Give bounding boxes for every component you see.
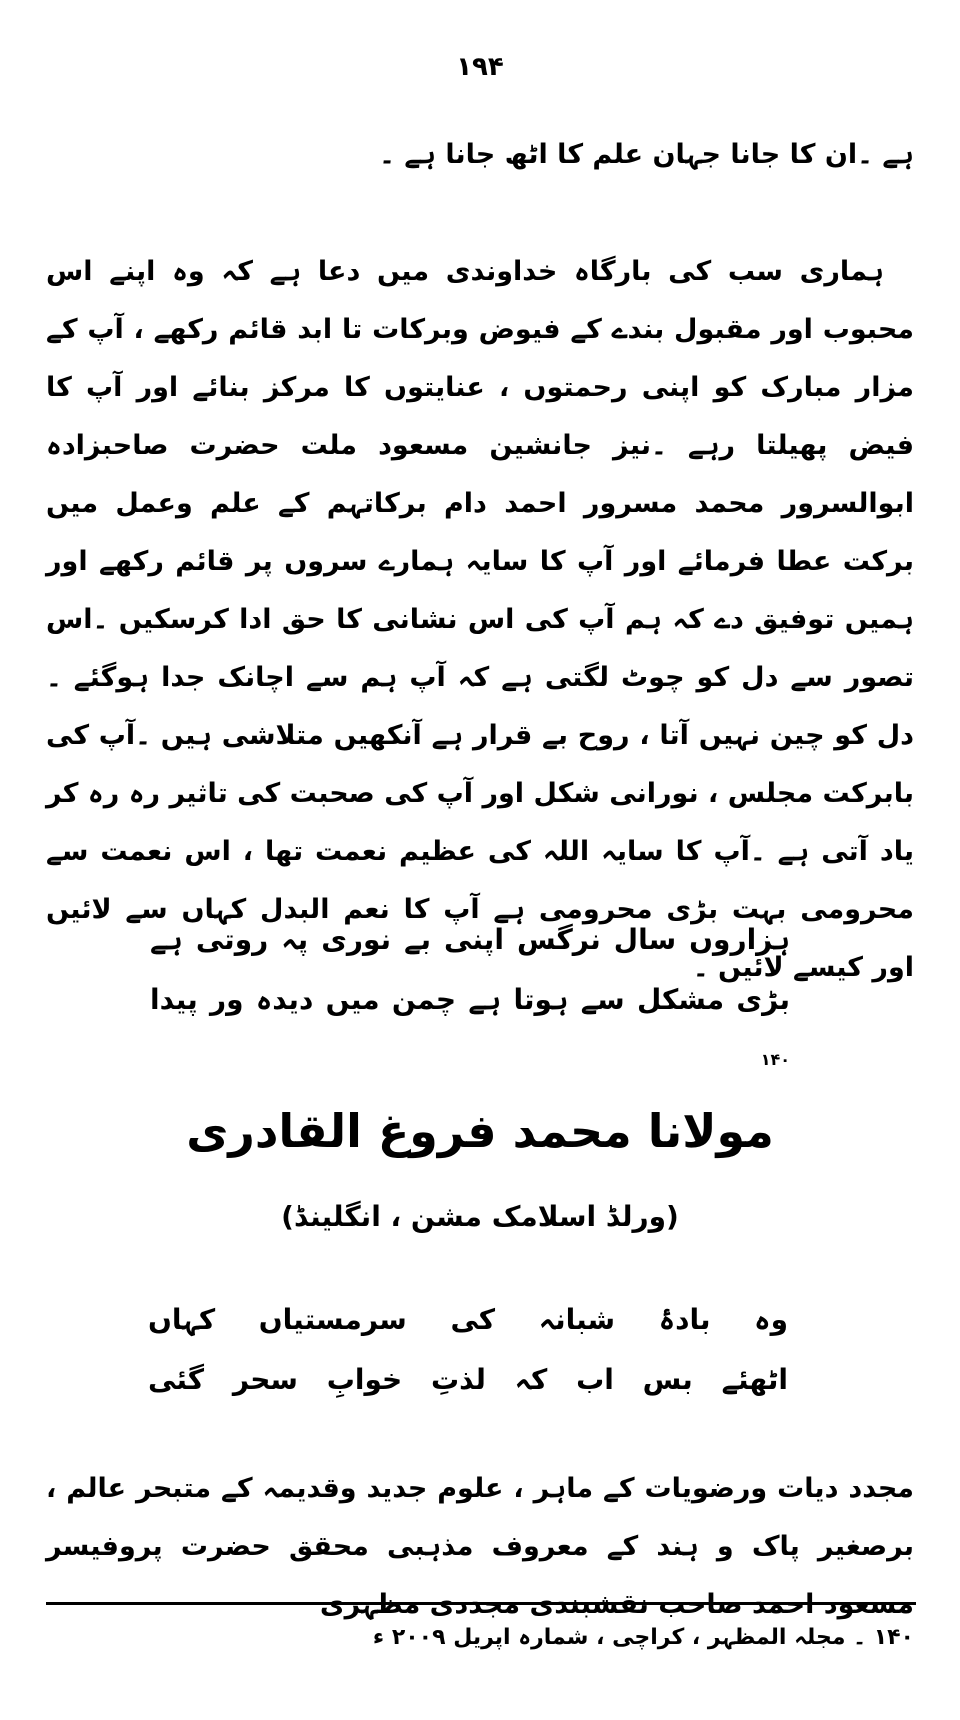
verse-couplet-2 bbox=[148, 1290, 788, 1410]
footnote: ۱۴۰ ۔ مجلہ المظہر ، کراچی ، شمارہ اپریل ۲۰۰۹ ء bbox=[372, 1625, 914, 1650]
paragraph-intro bbox=[46, 126, 914, 184]
verse-line-text: بڑی مشکل سے ہوتا ہے چمن میں دیدہ ور پیدا bbox=[150, 983, 790, 1016]
page-number: ۱۹۴ bbox=[456, 52, 504, 82]
paragraph-text: ہماری سب کی بارگاہ خداوندی میں دعا ہے کہ وہ اپنے اس محبوب اور مقبول بندے کے فیوض وبرکات تا ابد قائم رکھے ، آپ کے مزار مبارک کو اپنی رحمتوں ، عنایتوں کا مرکز بنائے اور آپ کا فیض پھیلتا رہے ۔نیز جانشین مسعود ملت حضرت صاحبزادہ ابوالسرور محمد مسرور احمد دام برکاتہم کے علم وعمل میں برکت عطا فرمائے اور آپ کا سایہ ہمارے سروں پر قائم رکھے اور ہمیں توفیق دے کہ ہم آپ کی اس نشانی کا حق ادا کرسکیں ۔اس تصور سے دل کو چوٹ لگتی ہے کہ آپ ہم سے اچانک جدا ہوگئے ۔دل کو چین نہیں آتا ، روح بے قرار ہے آنکھیں متلاشی ہیں ۔آپ کی بابرکت مجلس ، نورانی شکل اور آپ کی صحبت کی تاثیر رہ رہ کر یاد آتی ہے ۔آپ کا سایہ اللہ کی عظیم نعمت تھا ، اس نعمت سے محرومی بہت بڑی محرومی ہے آپ کا نعم البدل کہاں سے لائیں اور کیسے لائیں ۔ bbox=[46, 256, 914, 983]
paragraph-biography bbox=[46, 1460, 914, 1634]
verse-line bbox=[150, 970, 790, 1096]
footnote-divider bbox=[46, 1602, 916, 1605]
section-title: مولانا محمد فروغ القادری bbox=[186, 1104, 774, 1158]
verse-couplet-1 bbox=[150, 910, 790, 1096]
verse-line: اٹھئے بس اب کہ لذتِ خوابِ سحر گئی bbox=[148, 1363, 788, 1396]
paragraph-text: مجدد دیات ورضویات کے ماہر ، علوم جدید وقدیمہ کے متبحر عالم ، برصغیر پاک و ہند کے معروف مذہبی محقق حضرت پروفیسر مسعود احمد صاحب نقشبندی مجددی مظہری bbox=[46, 1473, 914, 1620]
verse-line: وہ بادۂ شبانہ کی سرمستیاں کہاں bbox=[148, 1303, 788, 1336]
paragraph-text: ہے ۔ان کا جانا جہان علم کا اٹھ جانا ہے ۔ bbox=[379, 139, 914, 170]
verse-line: ہزاروں سال نرگس اپنی بے نوری پہ روتی ہے bbox=[150, 923, 790, 956]
footnote-reference: ۱۴۰ bbox=[760, 1050, 790, 1069]
paragraph-prayer bbox=[46, 243, 914, 997]
section-subtitle: (ورلڈ اسلامک مشن ، انگلینڈ) bbox=[281, 1200, 679, 1233]
